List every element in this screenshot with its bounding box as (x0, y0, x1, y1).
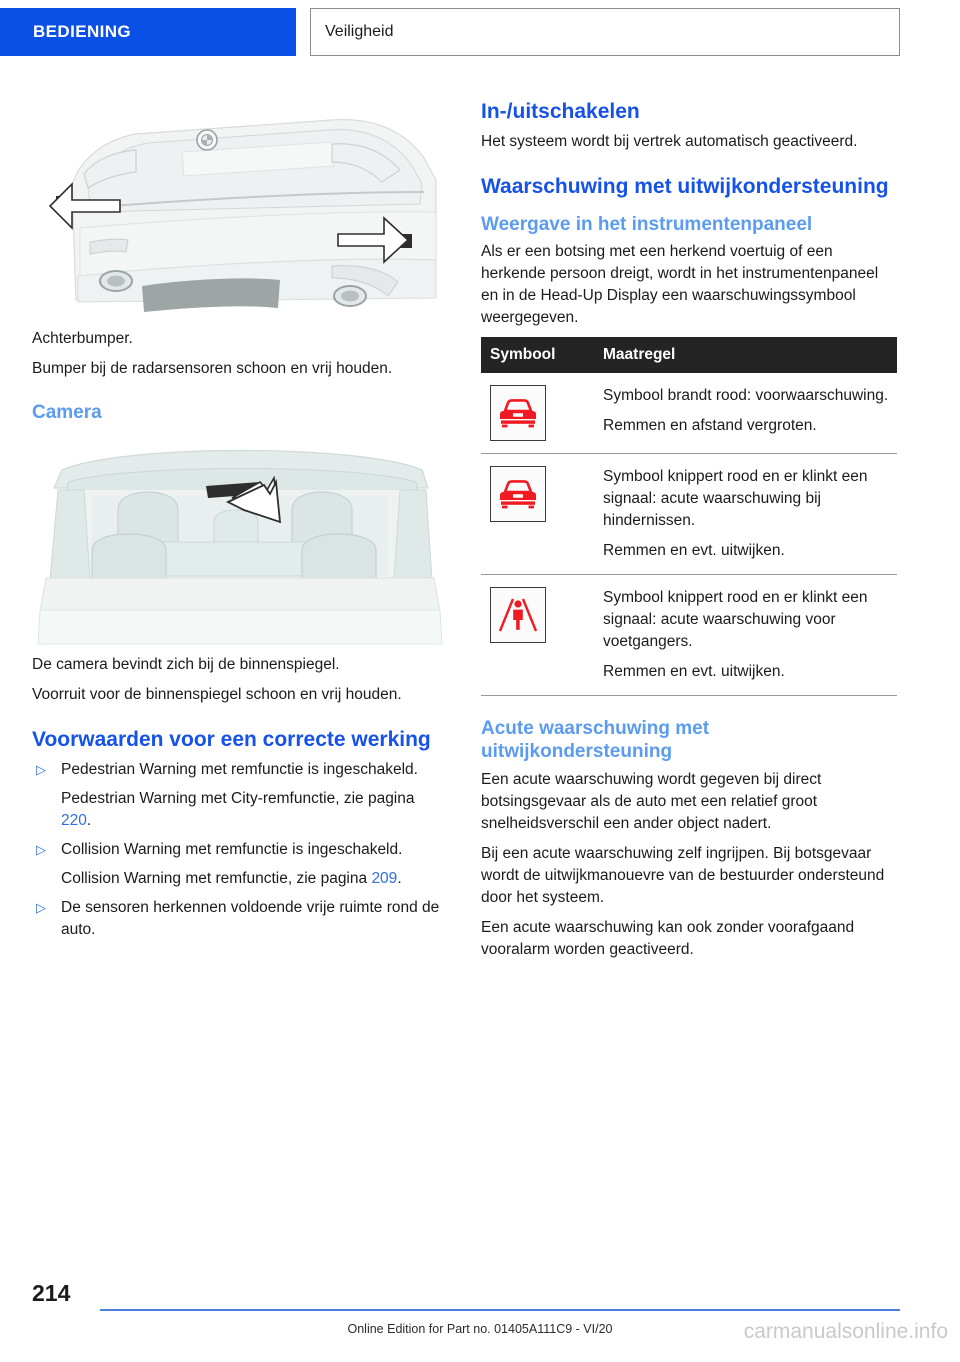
measure-text-secondary: Remmen en afstand vergroten. (603, 417, 817, 435)
table-cell-symbol (481, 454, 594, 575)
measure-text-secondary: Remmen en evt. uitwijken. (603, 663, 785, 681)
list-item-text: De sensoren herkennen voldoende vrije ruimte rond de auto. (61, 898, 440, 938)
conditions-list (32, 759, 448, 941)
edition-note: Online Edition for Part no. 01405A111C9 - VI/20 (347, 1322, 613, 1336)
table-cell-measure (594, 373, 897, 454)
camera-text-1: De camera bevindt zich bij de binnenspiegel. (32, 655, 340, 673)
table-row (481, 373, 897, 454)
table-row (481, 454, 897, 575)
triangle-bullet-icon: ▷ (36, 761, 46, 777)
rear-bumper-illustration (32, 100, 448, 322)
list-item (32, 759, 448, 832)
heading-on-off: In-/uitschakelen (481, 100, 640, 123)
header-section-box (310, 8, 900, 56)
list-item-text: Collision Warning met remfunctie is ingeschakeld. (61, 840, 403, 858)
table-header-row (481, 337, 897, 373)
footer-divider (100, 1309, 900, 1311)
on-off-text: Het systeem wordt bij vertrek automatisch geactiveerd. (481, 132, 858, 150)
heading-camera: Camera (32, 402, 102, 423)
list-item-subtext-pre: Collision Warning met remfunctie, zie pagina (61, 869, 372, 887)
list-item-subtext-post: . (86, 811, 92, 829)
symbol-box (490, 587, 546, 643)
subheading-instrument-display: Weergave in het instrumentenpaneel (481, 213, 813, 235)
triangle-bullet-icon: ▷ (36, 899, 46, 915)
list-item-subtext (61, 788, 448, 832)
column-header-symbol: Symbool (481, 337, 594, 373)
list-item-subtext-post: . (397, 869, 402, 887)
page-header (0, 8, 900, 56)
car-front-red-icon (496, 396, 540, 430)
table-row (481, 575, 897, 696)
table-cell-symbol (481, 575, 594, 696)
triangle-bullet-icon: ▷ (36, 841, 46, 857)
figure-rear-bumper (32, 100, 448, 322)
column-header-measure: Maatregel (594, 337, 897, 373)
header-chapter-tag (0, 8, 296, 56)
heading-conditions: Voorwaarden voor een correcte werking (32, 727, 431, 751)
symbol-measure-table (481, 337, 897, 696)
symbol-box (490, 385, 546, 441)
symbol-box (490, 466, 546, 522)
figure1-caption-line1: Achterbumper. (32, 330, 133, 347)
measure-text-secondary: Remmen en evt. uitwijken. (603, 542, 785, 560)
table-body (481, 373, 897, 696)
acute-text-2: Bij een acute waarschuwing zelf ingrijpen. Bij botsgevaar wordt de uitwijkmanouevre van de bestuurder ondersteund door het systeem. (481, 844, 885, 906)
right-column (481, 100, 897, 969)
list-item-text: Pedestrian Warning met remfunctie is ingeschakeld. (61, 760, 418, 778)
table-cell-symbol (481, 373, 594, 454)
page-number: 214 (32, 1280, 71, 1306)
camera-text-2: Voorruit voor de binnenspiegel schoon en vrij houden. (32, 685, 402, 703)
list-item (32, 839, 448, 890)
table-cell-measure (594, 454, 897, 575)
figure-interior-camera (32, 430, 448, 648)
car-front-red-icon (496, 477, 540, 511)
measure-text-primary: Symbool knippert rood en er klinkt een signaal: acute waarschuwing bij hindernissen. (603, 468, 868, 530)
page-footer (0, 1272, 960, 1362)
figure1-caption-line2: Bumper bij de radarsensoren schoon en vrij houden. (32, 360, 393, 377)
page-reference-link[interactable]: 209 (371, 869, 398, 887)
page-reference-link[interactable]: 220 (61, 811, 87, 829)
measure-text-primary: Symbool knippert rood en er klinkt een signaal: acute waarschuwing voor voetgangers. (603, 589, 868, 651)
subheading-acute-warning: Acute waarschuwing met uitwijkondersteuning (481, 718, 710, 763)
left-column (32, 100, 448, 948)
pedestrian-in-road-red-icon (496, 596, 540, 634)
measure-text-primary: Symbool brandt rood: voorwaarschuwing. (603, 387, 889, 405)
header-section-label: Veiligheid (325, 23, 394, 40)
list-item (32, 897, 448, 941)
list-item-subtext (61, 868, 448, 890)
table-cell-measure (594, 575, 897, 696)
heading-warning-evasion: Waarschuwing met uitwijkondersteuning (481, 174, 889, 198)
table-header (481, 337, 897, 373)
watermark-text: carmanualsonline.info (743, 1320, 948, 1343)
interior-camera-illustration (32, 430, 448, 648)
instrument-display-text: Als er een botsing met een herkend voertuig of een herkende persoon dreigt, wordt in het instrumentenpaneel en in de Head-Up Display een waarschuwingssymbool weergegeven. (481, 243, 879, 327)
acute-text-3: Een acute waarschuwing kan ook zonder voorafgaand vooralarm worden geactiveerd. (481, 918, 855, 958)
header-chapter-label: BEDIENING (33, 22, 132, 41)
list-item-subtext-pre: Pedestrian Warning met City-remfunctie, zie pagina (61, 789, 415, 807)
acute-text-1: Een acute waarschuwing wordt gegeven bij direct botsingsgevaar als de auto met een relatief groot snelheidsverschil een ander object nadert. (481, 770, 822, 832)
